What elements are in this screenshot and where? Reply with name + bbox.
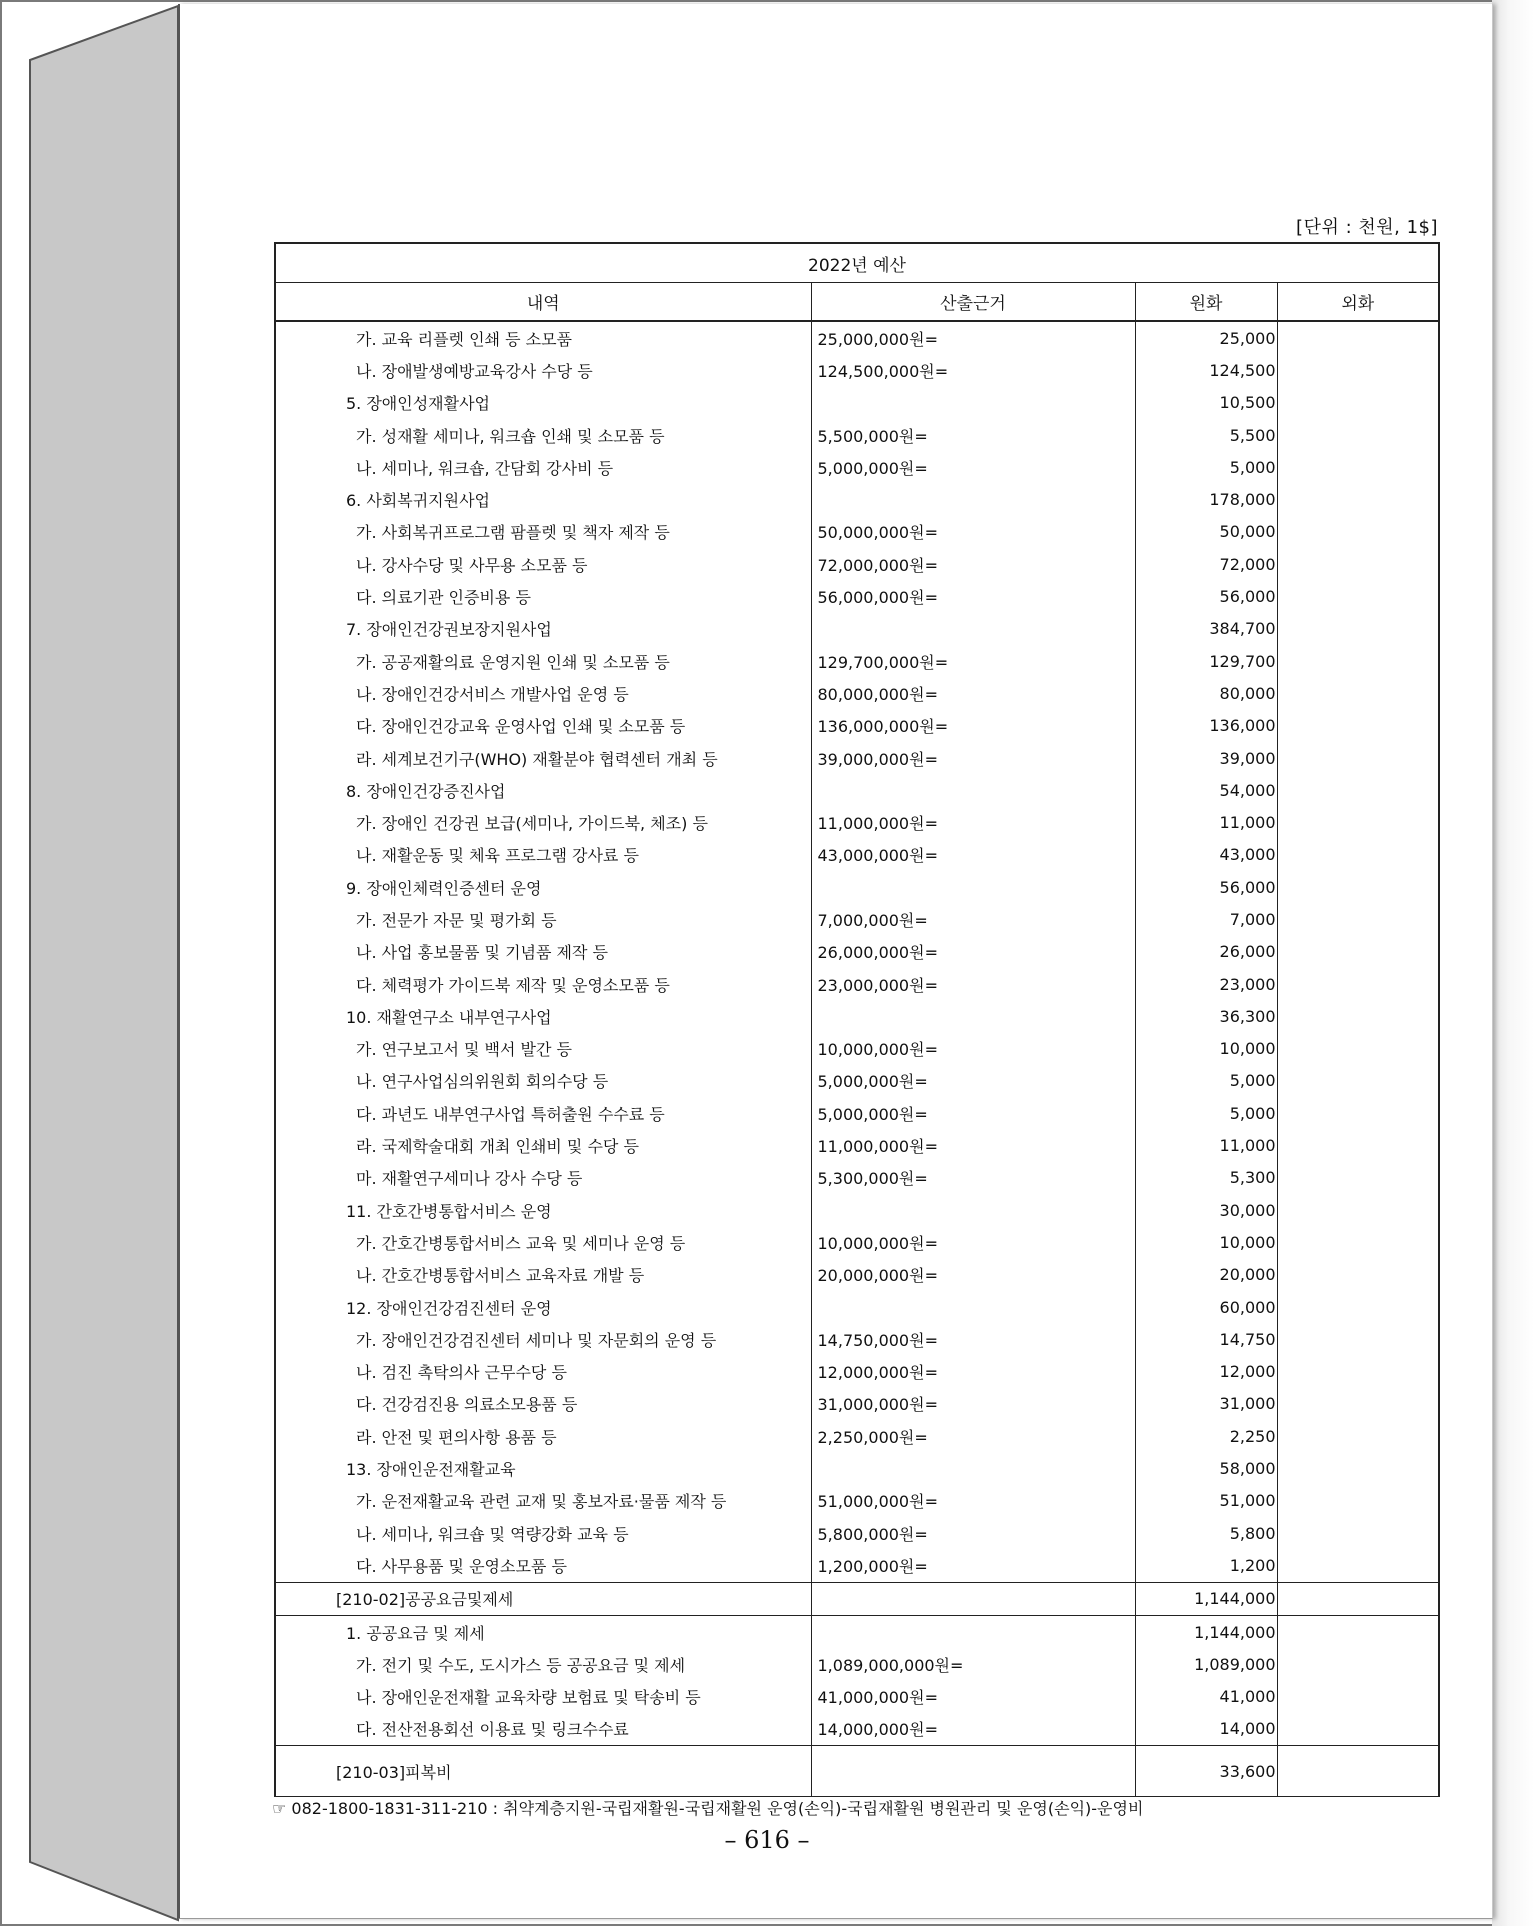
book-spine [0, 0, 180, 1926]
table-row [275, 936, 1439, 968]
row-krw-amount: 25,000 [1135, 321, 1277, 354]
table-row [275, 1129, 1439, 1161]
row-basis: 1,089,000,000원= [811, 1648, 1135, 1680]
row-foreign-amount [1277, 1746, 1439, 1797]
row-foreign-amount [1277, 1226, 1439, 1258]
row-foreign-amount [1277, 1162, 1439, 1194]
row-description: 12. 장애인건강검진센터 운영 [275, 1291, 811, 1323]
row-basis: 10,000,000원= [811, 1226, 1135, 1258]
row-basis [811, 1000, 1135, 1032]
row-description: 나. 재활운동 및 체육 프로그램 강사료 등 [275, 839, 811, 871]
table-row [275, 1097, 1439, 1129]
table-row [275, 1485, 1439, 1517]
row-krw-amount: 5,300 [1135, 1162, 1277, 1194]
row-description: 나. 장애인운전재활 교육차량 보험료 및 탁송비 등 [275, 1680, 811, 1712]
footnote: ☞ 082-1800-1831-311-210 : 취약계층지원-국립재활원-국립재활원 운영(손익)-국립재활원 병원관리 및 운영(손익)-운영비 [272, 1799, 1144, 1818]
header-foreign: 외화 [1277, 283, 1439, 322]
row-basis [811, 1291, 1135, 1323]
row-krw-amount: 72,000 [1135, 548, 1277, 580]
row-description: 다. 체력평가 가이드북 제작 및 운영소모품 등 [275, 968, 811, 1000]
table-row [275, 1549, 1439, 1582]
row-description: 다. 전산전용회선 이용료 및 링크수수료 [275, 1713, 811, 1746]
row-krw-amount: 384,700 [1135, 613, 1277, 645]
row-description: 나. 사업 홍보물품 및 기념품 제작 등 [275, 936, 811, 968]
row-krw-amount: 136,000 [1135, 710, 1277, 742]
row-basis [811, 1194, 1135, 1226]
row-krw-amount: 51,000 [1135, 1485, 1277, 1517]
row-foreign-amount [1277, 1033, 1439, 1065]
row-basis: 56,000,000원= [811, 580, 1135, 612]
table-row [275, 1033, 1439, 1065]
table-row [275, 419, 1439, 451]
row-krw-amount: 5,000 [1135, 451, 1277, 483]
row-krw-amount: 2,250 [1135, 1420, 1277, 1452]
section-row [275, 1582, 1439, 1615]
row-foreign-amount [1277, 1097, 1439, 1129]
page-edge-shadow [1492, 0, 1534, 1926]
row-description: [210-03]피복비 [275, 1746, 811, 1797]
row-foreign-amount [1277, 1452, 1439, 1484]
row-description: 11. 간호간병통합서비스 운영 [275, 1194, 811, 1226]
table-row [275, 742, 1439, 774]
row-description: 나. 간호간병통합서비스 교육자료 개발 등 [275, 1259, 811, 1291]
row-krw-amount: 23,000 [1135, 968, 1277, 1000]
row-krw-amount: 1,089,000 [1135, 1648, 1277, 1680]
row-description: [210-02]공공요금및제세 [275, 1582, 811, 1615]
table-title: 2022년 예산 [275, 243, 1439, 283]
table-row [275, 1259, 1439, 1291]
section-row [275, 1746, 1439, 1797]
unit-note: [단위 : 천원, 1$] [1296, 217, 1438, 238]
table-row [275, 903, 1439, 935]
table-row [275, 613, 1439, 645]
row-krw-amount: 60,000 [1135, 1291, 1277, 1323]
row-description: 라. 세계보건기구(WHO) 재활분야 협력센터 개최 등 [275, 742, 811, 774]
table-row [275, 1356, 1439, 1388]
row-foreign-amount [1277, 387, 1439, 419]
row-foreign-amount [1277, 839, 1439, 871]
row-krw-amount: 7,000 [1135, 903, 1277, 935]
row-basis: 129,700,000원= [811, 645, 1135, 677]
row-krw-amount: 1,144,000 [1135, 1582, 1277, 1615]
row-foreign-amount [1277, 1356, 1439, 1388]
row-foreign-amount [1277, 742, 1439, 774]
row-basis: 12,000,000원= [811, 1356, 1135, 1388]
row-krw-amount: 58,000 [1135, 1452, 1277, 1484]
row-krw-amount: 1,200 [1135, 1549, 1277, 1582]
row-basis: 5,800,000원= [811, 1517, 1135, 1549]
table-row [275, 774, 1439, 806]
row-basis: 25,000,000원= [811, 321, 1135, 354]
row-description: 나. 검진 촉탁의사 근무수당 등 [275, 1356, 811, 1388]
row-foreign-amount [1277, 774, 1439, 806]
row-basis: 14,000,000원= [811, 1713, 1135, 1746]
row-foreign-amount [1277, 548, 1439, 580]
table-row [275, 1226, 1439, 1258]
row-krw-amount: 5,000 [1135, 1065, 1277, 1097]
row-basis [811, 613, 1135, 645]
row-description: 5. 장애인성재활사업 [275, 387, 811, 419]
row-basis: 5,000,000원= [811, 1065, 1135, 1097]
row-basis: 51,000,000원= [811, 1485, 1135, 1517]
row-description: 8. 장애인건강증진사업 [275, 774, 811, 806]
row-krw-amount: 36,300 [1135, 1000, 1277, 1032]
header-description: 내역 [275, 283, 811, 322]
row-description: 마. 재활연구세미나 강사 수당 등 [275, 1162, 811, 1194]
row-basis [811, 387, 1135, 419]
table-row [275, 483, 1439, 515]
row-foreign-amount [1277, 419, 1439, 451]
row-foreign-amount [1277, 1388, 1439, 1420]
row-krw-amount: 11,000 [1135, 806, 1277, 838]
row-krw-amount: 43,000 [1135, 839, 1277, 871]
row-basis: 72,000,000원= [811, 548, 1135, 580]
row-krw-amount: 56,000 [1135, 871, 1277, 903]
table-row [275, 871, 1439, 903]
row-description: 나. 세미나, 워크숍, 간담회 강사비 등 [275, 451, 811, 483]
row-krw-amount: 14,750 [1135, 1323, 1277, 1355]
row-krw-amount: 1,144,000 [1135, 1615, 1277, 1648]
row-foreign-amount [1277, 483, 1439, 515]
row-foreign-amount [1277, 1129, 1439, 1161]
table-row [275, 1420, 1439, 1452]
row-foreign-amount [1277, 936, 1439, 968]
row-krw-amount: 5,800 [1135, 1517, 1277, 1549]
row-basis: 5,000,000원= [811, 451, 1135, 483]
row-foreign-amount [1277, 516, 1439, 548]
row-description: 가. 공공재활의료 운영지원 인쇄 및 소모품 등 [275, 645, 811, 677]
row-description: 라. 국제학술대회 개최 인쇄비 및 수당 등 [275, 1129, 811, 1161]
row-description: 가. 전문가 자문 및 평가회 등 [275, 903, 811, 935]
row-description: 나. 강사수당 및 사무용 소모품 등 [275, 548, 811, 580]
row-foreign-amount [1277, 1648, 1439, 1680]
table-row [275, 677, 1439, 709]
row-description: 다. 의료기관 인증비용 등 [275, 580, 811, 612]
row-basis: 23,000,000원= [811, 968, 1135, 1000]
row-basis: 136,000,000원= [811, 710, 1135, 742]
row-basis: 26,000,000원= [811, 936, 1135, 968]
row-krw-amount: 12,000 [1135, 1356, 1277, 1388]
row-foreign-amount [1277, 806, 1439, 838]
row-basis: 1,200,000원= [811, 1549, 1135, 1582]
row-krw-amount: 14,000 [1135, 1713, 1277, 1746]
row-description: 나. 장애발생예방교육강사 수당 등 [275, 354, 811, 386]
table-row [275, 516, 1439, 548]
table-row [275, 1517, 1439, 1549]
table-header-row [275, 283, 1439, 322]
row-description: 다. 사무용품 및 운영소모품 등 [275, 1549, 811, 1582]
header-krw: 원화 [1135, 283, 1277, 322]
table-row [275, 806, 1439, 838]
row-foreign-amount [1277, 1680, 1439, 1712]
row-description: 6. 사회복귀지원사업 [275, 483, 811, 515]
row-foreign-amount [1277, 710, 1439, 742]
table-row [275, 1680, 1439, 1712]
row-description: 가. 간호간병통합서비스 교육 및 세미나 운영 등 [275, 1226, 811, 1258]
row-foreign-amount [1277, 1065, 1439, 1097]
row-description: 나. 장애인건강서비스 개발사업 운영 등 [275, 677, 811, 709]
row-basis: 43,000,000원= [811, 839, 1135, 871]
row-description: 나. 연구사업심의위원회 회의수당 등 [275, 1065, 811, 1097]
row-krw-amount: 124,500 [1135, 354, 1277, 386]
row-krw-amount: 10,000 [1135, 1033, 1277, 1065]
row-krw-amount: 5,500 [1135, 419, 1277, 451]
row-basis: 11,000,000원= [811, 1129, 1135, 1161]
row-description: 13. 장애인운전재활교육 [275, 1452, 811, 1484]
table-row [275, 1615, 1439, 1648]
table-row [275, 1000, 1439, 1032]
row-basis: 14,750,000원= [811, 1323, 1135, 1355]
table-row [275, 968, 1439, 1000]
table-title-row [275, 243, 1439, 283]
page-number: – 616 – [724, 1826, 810, 1854]
row-description: 가. 연구보고서 및 백서 발간 등 [275, 1033, 811, 1065]
row-description: 7. 장애인건강권보장지원사업 [275, 613, 811, 645]
row-foreign-amount [1277, 1323, 1439, 1355]
row-basis: 124,500,000원= [811, 354, 1135, 386]
row-basis [811, 1582, 1135, 1615]
row-foreign-amount [1277, 871, 1439, 903]
row-krw-amount: 50,000 [1135, 516, 1277, 548]
table-row [275, 839, 1439, 871]
row-description: 10. 재활연구소 내부연구사업 [275, 1000, 811, 1032]
row-basis [811, 774, 1135, 806]
row-foreign-amount [1277, 451, 1439, 483]
table-row [275, 354, 1439, 386]
row-krw-amount: 80,000 [1135, 677, 1277, 709]
table-row [275, 387, 1439, 419]
row-foreign-amount [1277, 1549, 1439, 1582]
row-description: 가. 전기 및 수도, 도시가스 등 공공요금 및 제세 [275, 1648, 811, 1680]
row-foreign-amount [1277, 1582, 1439, 1615]
table-row [275, 580, 1439, 612]
row-krw-amount: 20,000 [1135, 1259, 1277, 1291]
row-foreign-amount [1277, 1615, 1439, 1648]
row-foreign-amount [1277, 580, 1439, 612]
row-foreign-amount [1277, 903, 1439, 935]
row-description: 가. 사회복귀프로그램 팜플렛 및 책자 제작 등 [275, 516, 811, 548]
row-krw-amount: 30,000 [1135, 1194, 1277, 1226]
row-foreign-amount [1277, 1259, 1439, 1291]
row-foreign-amount [1277, 1000, 1439, 1032]
table-row [275, 1388, 1439, 1420]
row-krw-amount: 33,600 [1135, 1746, 1277, 1797]
row-basis: 31,000,000원= [811, 1388, 1135, 1420]
row-basis [811, 1452, 1135, 1484]
row-krw-amount: 54,000 [1135, 774, 1277, 806]
row-basis: 2,250,000원= [811, 1420, 1135, 1452]
row-description: 가. 장애인 건강권 보급(세미나, 가이드북, 체조) 등 [275, 806, 811, 838]
row-description: 1. 공공요금 및 제세 [275, 1615, 811, 1648]
row-krw-amount: 31,000 [1135, 1388, 1277, 1420]
row-basis [811, 871, 1135, 903]
row-basis: 5,300,000원= [811, 1162, 1135, 1194]
table-row [275, 1713, 1439, 1746]
row-description: 라. 안전 및 편의사항 용품 등 [275, 1420, 811, 1452]
row-foreign-amount [1277, 1194, 1439, 1226]
row-krw-amount: 56,000 [1135, 580, 1277, 612]
row-description: 가. 교육 리플렛 인쇄 등 소모품 [275, 321, 811, 354]
row-description: 9. 장애인체력인증센터 운영 [275, 871, 811, 903]
row-krw-amount: 10,000 [1135, 1226, 1277, 1258]
row-foreign-amount [1277, 1291, 1439, 1323]
row-krw-amount: 5,000 [1135, 1097, 1277, 1129]
row-description: 다. 과년도 내부연구사업 특허출원 수수료 등 [275, 1097, 811, 1129]
row-basis: 20,000,000원= [811, 1259, 1135, 1291]
row-description: 다. 장애인건강교육 운영사업 인쇄 및 소모품 등 [275, 710, 811, 742]
row-basis: 10,000,000원= [811, 1033, 1135, 1065]
table-row [275, 548, 1439, 580]
row-basis: 11,000,000원= [811, 806, 1135, 838]
row-krw-amount: 178,000 [1135, 483, 1277, 515]
row-foreign-amount [1277, 354, 1439, 386]
row-basis: 41,000,000원= [811, 1680, 1135, 1712]
row-krw-amount: 26,000 [1135, 936, 1277, 968]
row-basis [811, 483, 1135, 515]
row-foreign-amount [1277, 321, 1439, 354]
table-row [275, 1452, 1439, 1484]
table-row [275, 1194, 1439, 1226]
row-basis: 50,000,000원= [811, 516, 1135, 548]
row-basis: 39,000,000원= [811, 742, 1135, 774]
row-basis: 80,000,000원= [811, 677, 1135, 709]
table-row [275, 1291, 1439, 1323]
row-basis: 5,000,000원= [811, 1097, 1135, 1129]
table-row [275, 1648, 1439, 1680]
table-row [275, 1065, 1439, 1097]
row-description: 가. 운전재활교육 관련 교재 및 홍보자료·물품 제작 등 [275, 1485, 811, 1517]
row-basis: 5,500,000원= [811, 419, 1135, 451]
row-description: 가. 성재활 세미나, 워크숍 인쇄 및 소모품 등 [275, 419, 811, 451]
header-basis: 산출근거 [811, 283, 1135, 322]
row-krw-amount: 10,500 [1135, 387, 1277, 419]
table-row [275, 710, 1439, 742]
table-row [275, 1323, 1439, 1355]
row-krw-amount: 41,000 [1135, 1680, 1277, 1712]
row-foreign-amount [1277, 1517, 1439, 1549]
row-description: 나. 세미나, 워크숍 및 역량강화 교육 등 [275, 1517, 811, 1549]
row-foreign-amount [1277, 968, 1439, 1000]
budget-table [274, 242, 1440, 1797]
row-krw-amount: 11,000 [1135, 1129, 1277, 1161]
row-foreign-amount [1277, 1485, 1439, 1517]
row-foreign-amount [1277, 645, 1439, 677]
row-basis [811, 1746, 1135, 1797]
row-basis: 7,000,000원= [811, 903, 1135, 935]
row-foreign-amount [1277, 613, 1439, 645]
row-basis [811, 1615, 1135, 1648]
row-krw-amount: 39,000 [1135, 742, 1277, 774]
table-row [275, 645, 1439, 677]
row-krw-amount: 129,700 [1135, 645, 1277, 677]
row-foreign-amount [1277, 1713, 1439, 1746]
row-foreign-amount [1277, 1420, 1439, 1452]
row-description: 가. 장애인건강검진센터 세미나 및 자문회의 운영 등 [275, 1323, 811, 1355]
table-row [275, 451, 1439, 483]
row-foreign-amount [1277, 677, 1439, 709]
table-row [275, 1162, 1439, 1194]
table-row [275, 321, 1439, 354]
table-body [275, 321, 1439, 1797]
row-description: 다. 건강검진용 의료소모용품 등 [275, 1388, 811, 1420]
